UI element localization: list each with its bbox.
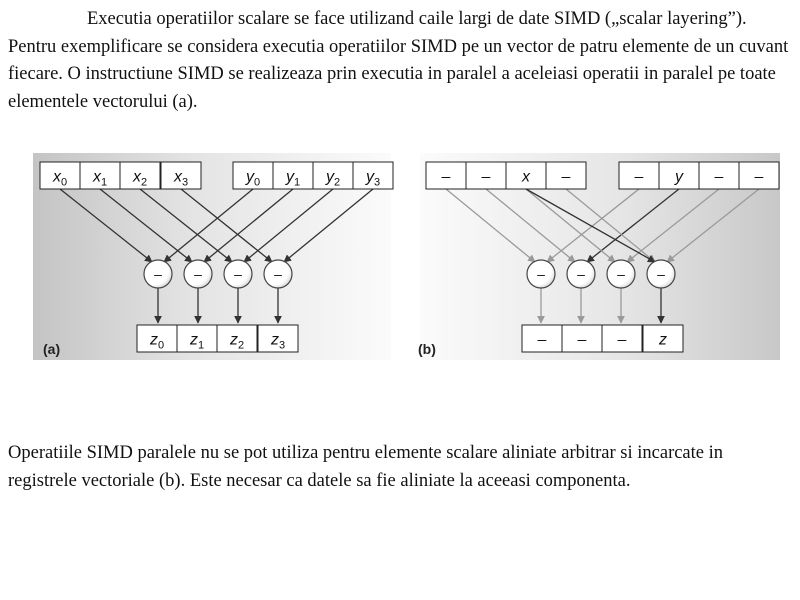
panel-b-op-1 — [567, 260, 595, 288]
panel-b-z-reg-0-text — [537, 332, 547, 349]
panel-a-y-reg-2-subscript: 2 — [333, 176, 341, 189]
panel-a-z-reg-3 — [258, 325, 298, 352]
panel-b-z-reg-0 — [522, 325, 562, 352]
panel-a-y-reg-1-base: y — [285, 168, 294, 186]
panel-a-y-reg-0-subscript: 0 — [253, 176, 261, 189]
panel-a-op-1-symbol: – — [194, 266, 202, 282]
panel-a-op-0 — [144, 260, 172, 288]
panel-a-z-reg-1 — [177, 325, 217, 352]
panel-a-op-1 — [184, 260, 212, 288]
panel-a-y-reg-1-subscript: 1 — [293, 176, 301, 189]
conclusion-paragraph: Operatiile SIMD paralele nu se pot utiliza pentru elemente scalare aliniate arbitrar si incarcate in registrele vectoriale (b). Este necesar ca datele sa fie aliniate la aceeasi componenta. — [8, 443, 724, 491]
panel-a-x-reg-2-subscript: 2 — [140, 176, 148, 189]
panel-b-label: (b) — [418, 341, 436, 357]
panel-b-y-reg-1 — [659, 162, 699, 189]
panel-a-op-3-symbol: – — [274, 266, 282, 282]
panel-a-x-reg-2-base: x — [132, 168, 141, 186]
panel-b-z-reg-2-base: – — [617, 331, 627, 349]
panel-b-op-2 — [607, 260, 635, 288]
panel-a-op-2-symbol: – — [234, 266, 242, 282]
panel-a-z-reg-0-subscript: 0 — [157, 339, 165, 352]
panel-b-y-reg-2 — [699, 162, 739, 189]
panel-b-z-reg-1 — [562, 325, 602, 352]
panel-b-y-reg-0-text — [634, 169, 644, 186]
intro-paragraph: Executia operatiilor scalare se face utilizand caile largi de date SIMD („scalar layering”). Pentru exemplificare se considera executia operatiilor SIMD pe un vector de patru elemente de un cuvant fiecare. O instructiune SIMD se realizeaza prin executia in paralel a aceleiasi operatii in paralel pe toate elementele vectorului (a). — [8, 9, 789, 112]
panel-a-y-reg-3-base: y — [365, 168, 374, 186]
panel-a-x-reg-2 — [120, 162, 160, 189]
panel-a-z-reg-0 — [137, 325, 177, 352]
panel-a-x-reg-0 — [40, 162, 80, 189]
panel-a-z-reg-2-subscript: 2 — [237, 339, 245, 352]
panel-a-z-reg-1-subscript: 1 — [197, 339, 205, 352]
panel-a-x-reg-3 — [161, 162, 201, 189]
panel-b-x-reg-1 — [466, 162, 506, 189]
panel-a-z-reg-1-base: z — [189, 331, 198, 349]
panel-b-y-reg-2-base: – — [714, 168, 724, 186]
panel-b-op-0 — [527, 260, 555, 288]
panel-a-op-3 — [264, 260, 292, 288]
panel-b-z-reg-2 — [602, 325, 642, 352]
panel-a-z-reg-0-base: z — [149, 331, 158, 349]
panel-b-y-reg-2-text — [714, 169, 724, 186]
panel-b-z-reg-1-base: – — [577, 331, 587, 349]
panel-b-y-reg-1-text — [674, 169, 684, 186]
panel-a-y-reg-0-base: y — [245, 168, 254, 186]
panel-a-z-reg-3-base: z — [270, 331, 279, 349]
panel-b-x-reg-2 — [506, 162, 546, 189]
panel-b-z-reg-3 — [643, 325, 683, 352]
panel-b-y-reg-3-base: – — [754, 168, 764, 186]
panel-b-y-reg-3-text — [754, 169, 764, 186]
panel-b-y-reg-1-base: y — [675, 168, 683, 186]
panel-b-x-reg-3 — [546, 162, 586, 189]
panel-a-y-reg-2-base: y — [325, 168, 334, 186]
panel-b-op-2-symbol: – — [617, 266, 625, 282]
panel-b-x-reg-0 — [426, 162, 466, 189]
panel-a-y-reg-0 — [233, 162, 273, 189]
panel-a-z-reg-2-base: z — [229, 331, 238, 349]
panel-a-y-reg-3-subscript: 3 — [373, 176, 381, 189]
panel-a-op-2 — [224, 260, 252, 288]
panel-b-z-reg-2-text — [617, 332, 627, 349]
panel-b-x-reg-1-text — [481, 169, 491, 186]
panel-a-op-0-symbol: – — [154, 266, 162, 282]
panel-a-x-reg-0-subscript: 0 — [60, 176, 68, 189]
panel-b-y-reg-0 — [619, 162, 659, 189]
panel-a-z-reg-2 — [217, 325, 257, 352]
panel-a-y-reg-1 — [273, 162, 313, 189]
panel-b-op-1-symbol: – — [577, 266, 585, 282]
panel-b-x-reg-2-base: x — [522, 168, 530, 186]
panel-a-x-reg-3-base: x — [173, 168, 182, 186]
panel-b-x-reg-2-text — [521, 169, 531, 186]
panel-b-x-reg-1-base: – — [481, 168, 491, 186]
panel-b-x-reg-3-base: – — [561, 168, 571, 186]
panel-b-x-reg-0-base: – — [441, 168, 451, 186]
panel-a-x-reg-1-subscript: 1 — [100, 176, 108, 189]
panel-b-op-3 — [647, 260, 675, 288]
panel-a-label: (a) — [43, 341, 61, 357]
panel-a-z-reg-3-subscript: 3 — [278, 339, 286, 352]
panel-a-y-reg-2 — [313, 162, 353, 189]
panel-a-x-reg-0-base: x — [52, 168, 61, 186]
panel-a-x-reg-3-subscript: 3 — [181, 176, 189, 189]
panel-a-x-reg-1 — [80, 162, 120, 189]
panel-b-z-reg-1-text — [577, 332, 587, 349]
panel-b-op-3-symbol: – — [657, 266, 665, 282]
panel-b-z-reg-0-base: – — [537, 331, 547, 349]
panel-b-z-reg-3-base: z — [659, 331, 667, 349]
panel-b-x-reg-3-text — [561, 169, 571, 186]
panel-b-y-reg-3 — [739, 162, 779, 189]
panel-b-z-reg-3-text — [658, 332, 667, 349]
panel-a-y-reg-3 — [353, 162, 393, 189]
panel-a-x-reg-1-base: x — [92, 168, 101, 186]
panel-b-y-reg-0-base: – — [634, 168, 644, 186]
panel-b-op-0-symbol: – — [537, 266, 545, 282]
panel-b-x-reg-0-text — [441, 169, 451, 186]
